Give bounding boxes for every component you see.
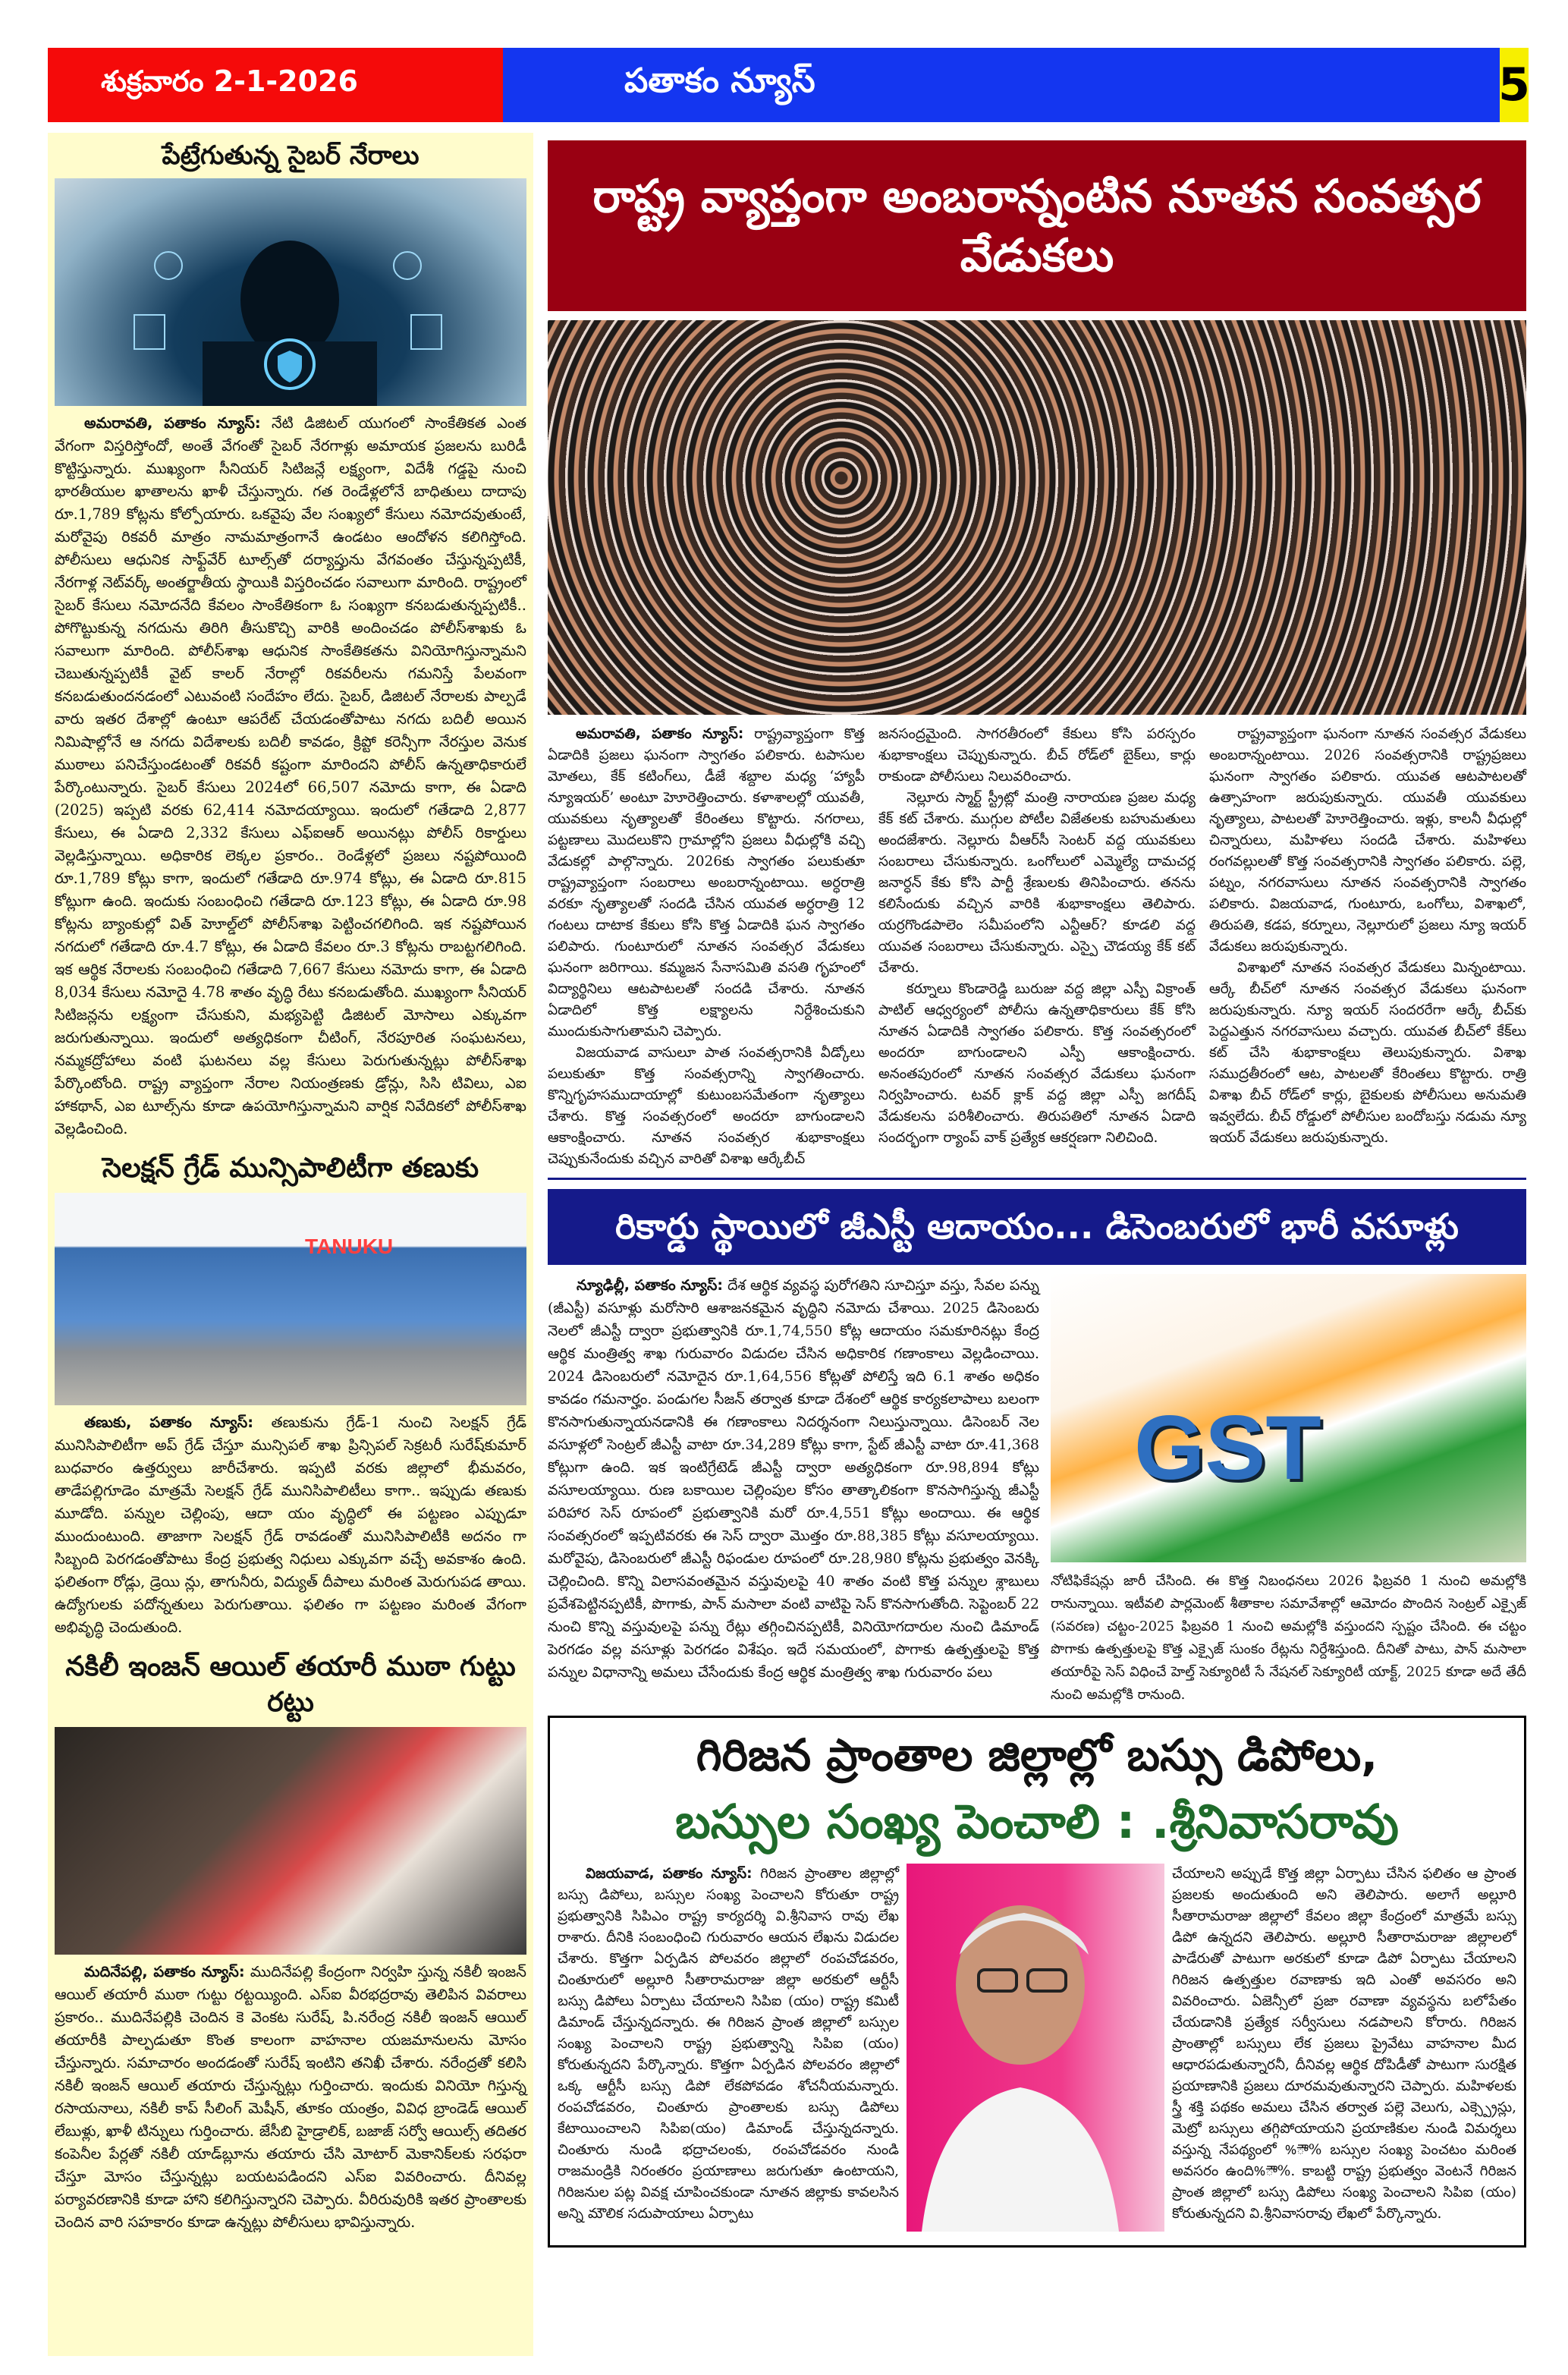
oil-text: ముదినేపల్లి కేంద్రంగా నిర్వహి స్తున్న నకిలీ ఇంజన్ ఆయిల్ తయారీ ముఠా గుట్టు రట్టయ్యింది. ఎస్ఐ వీరభద్రరావు తెలిపిన వివరాలు ప్రకారం.. ముదినేపల్లికి చెందిన కె వెంకట సురేష్, పి.నరేంద్ర నకిలీ ఇంజన్ ఆయిల్ తయారీకి పాల్పడుతూ కొంత కాలంగా వాహనాల యజమానులను మోసం చేస్తున్నారు. సమాచారం అందడంతో సురేష్ ఇంటిని తనిఖీ చేశారు. నరేంద్రతో కలిసి నకిలీ ఇంజన్ ఆయిల్ తయారు చేస్తున్నట్లు గుర్తించారు. ఇందుకు వినియో గిస్తున్న రసాయనాలు, నకిలీ కాప్ సీలింగ్ మెషీన్, తూకం యంత్రం, వివిధ బ్రాండెడ్ ఆయిల్ లేబుళ్లు, ఖాళీ టిన్నులు గుర్తించారు. జేసీబి హైడ్రాలిక్, బజాజ్ సర్వో ఆయిల్స్ తదితర కంపెనీల పేర్లతో నకిలీ యాడ్‌బ్లూను తయారు చేసి మోటార్ మెకానిక్‌లకు సరఫరా చేస్తూ మోసం చేస్తున్నట్లు బయటపడిందని ఎస్ఐ వివరించారు. దీనివల్ల పర్యావరణానికి కూడా హాని కలిగిస్తున్నారని చెప్పారు. వీరిరువురికి ఇతర ప్రాంతాలకు చెందిన వారి సహకారం కూడా ఉన్నట్లు పోలీసులు భావిస్తున్నారు. [55, 1962, 526, 2231]
gst-text-right: నోటిఫికేషన్లు జారీ చేసింది. ఈ కొత్త నిబంధనలు 2026 ఫిబ్రవరి 1 నుంచి అమల్లోకి రానున్నాయి. ఇటీవలి పార్లమెంట్ శీతాకాల సమావేశాల్లో ఆమోదం పొందిన సెంట్రల్ ఎక్సైజ్ (సవరణ) చట్టం-2025 ఫిబ్రవరి 1 నుంచి అమల్లోకి వస్తుందని స్పష్టం చేసింది. ఈ చట్టం పొగాకు ఉత్పత్తులపై కొత్త ఎక్సైజ్ సుంకం రేట్లను నిర్దేశిస్తుంది. దీనితో పాటు, పాన్ మసాలా తయారీపై సెస్ విధించే హెల్త్ సెక్యూరిటీ సే నేషనల్ సెక్యూరిటీ యాక్ట్, 2025 కూడా అదే తేదీ నుంచి అమల్లోకి రానుంది. [1051, 1573, 1526, 1703]
gst-right-cell [1051, 1274, 1526, 1707]
bus-text-left: గిరిజన ప్రాంతాల జిల్లాల్లో బస్సు డిపోలు, బస్సుల సంఖ్య పెంచాలని కోరుతూ రాష్ట్ర ప్రభుత్వానికి సిపిఎం రాష్ట్ర కార్యదర్శి వి.శ్రీనివాస రావు లేఖ రాశారు. దీనికి సంబంధించి గురువారం ఆయన లేఖను విడుదల చేశారు. కొత్తగా ఏర్పడిన పోలవరం జిల్లాలో రంపచోడవరం, చింతూరులో అల్లూరి సీతారామరాజు జిల్లా అరకులో ఆర్టీసీ బస్సు డిపోలు ఏర్పాటు చేయాలని సిపిఐ (యం) రాష్ట్ర కమిటీ డిమాండ్ చేస్తున్నదన్నారు. ఈ గిరిజన ప్రాంత జిల్లాలో బస్సుల సంఖ్య పెంచాలని రాష్ట్ర ప్రభుత్వాన్ని సిపిఐ (యం) కోరుతున్నదని పేర్కొన్నారు. కొత్తగా ఏర్పడిన పోలవరం జిల్లాలో ఒక్క ఆర్టీసీ బస్సు డిపో లేకపోవడం శోచనీయమన్నారు. రంపచోడవరం, చింతూరు ప్రాంతాలకు బస్సు డిపోలు కేటాయించాలని సిపిఐ(యం) డిమాండ్ చేస్తున్నదన్నారు. చింతూరు నుండి భద్రాచలంకు, రంపచోడవరం నుండి రాజమండ్రికి నిరంతరం ప్రయాణాలు జరుగుతూ ఉంటాయని, గిరిజనుల పట్ల వివక్ష చూపించకుండా నూతన జిల్లాకు కావలసిన అన్ని మౌలిక సదుపాయాలు ఏర్పాటు [558, 1865, 899, 2222]
tanuku-dateline: తణుకు, పతాకం న్యూస్: [84, 1413, 253, 1431]
oil-dateline: మదినేపల్లి, పతాకం న్యూస్: [84, 1962, 245, 1980]
hacker-illustration [55, 178, 525, 406]
gst-text-left: దేశ ఆర్థిక వ్యవస్థ పురోగతిని సూచిస్తూ వస్తు, సేవల పన్ను (జీఎస్టీ) వసూళ్లు మరోసారి ఆశాజనకమైన వృద్ధిని నమోదు చేశాయి. 2025 డిసెంబరు నెలలో జీఎస్టీ ద్వారా ప్రభుత్వానికి రూ.1,74,550 కోట్ల ఆదాయం సమకూరినట్లు కేంద్ర ఆర్థిక మంత్రిత్వ శాఖ గురువారం విడుదల చేసిన అధికారిక గణాంకాలు వెల్లడించాయి. 2024 డిసెంబరులో నమోదైన రూ.1,64,556 కోట్లతో పోలిస్తే ఇది 6.1 శాతం అధికం కావడం గమనార్హం. పండుగల సీజన్ తర్వాత కూడా దేశంలో ఆర్థిక కార్యకలాపాలు బలంగా కొనసాగుతున్నాయనడానికి ఈ గణాంకాలు నిదర్శనంగా నిలుస్తున్నాయి. డిసెంబర్ నెల వసూళ్లలో సెంట్రల్ జీఎస్టీ వాటా రూ.34,289 కోట్లు కాగా, స్టేట్ జీఎస్టీ వాటా రూ.41,368 కోట్లుగా ఉంది. ఇక ఇంటిగ్రేటెడ్ జీఎస్టీ ద్వారా అత్యధికంగా రూ.98,894 కోట్లు వసూలయ్యాయి. రుణ బకాయిల చెల్లింపుల కోసం తాత్కాలికంగా కొనసాగిస్తున్న జీఎస్టీ పరిహార సెస్ రూపంలో ప్రభుత్వానికి మరో రూ.4,551 కోట్లు అందాయి. ఈ ఆర్థిక సంవత్సరంలో ఇప్పటివరకు ఈ సెస్ ద్వారా మొత్తం రూ.88,385 కోట్లు వసూలయ్యాయి. మరోవైపు, డిసెంబరులో జీఎస్టీ రిఫండుల రూపంలో రూ.28,980 కోట్లను ప్రభుత్వం వెనక్కి చెల్లించింది. కొన్ని విలాసవంతమైన వస్తువులపై 40 శాతం వంటి కొత్త పన్నుల శ్లాబులు ప్రవేశపెట్టినప్పటికీ, పొగాకు, పాన్ మసాలా వంటి వాటిపై సెస్ కొనసాగుతోంది. సెప్టెంబర్ 22 నుంచి కొన్ని వస్తువులపై పన్ను రేట్లు తగ్గించినప్పటికీ, వినియోగదారుల నుంచి డిమాండ్ పెరగడం వల్ల వసూళ్లు పెరగడం విశేషం. ఇదే సమయంలో, పొగాకు ఉత్పత్తులపై కొత్త పన్నుల విధానాన్ని అమలు చేసేందుకు కేంద్ర ఆర్థిక మంత్రిత్వ శాఖ గురువారం పలు [548, 1277, 1039, 1681]
page-header [48, 48, 1529, 122]
paper-name: పతాకం న్యూస్ [624, 61, 815, 100]
tanuku-headline: సెలక్షన్ గ్రేడ్ మున్సిపాలిటీగా తణుకు [102, 1153, 479, 1184]
newyear-headline: రాష్ట్ర వ్యాప్తంగా అంబరాన్నంటిన నూతన సంవత్సర వేడుకలు [592, 169, 1482, 282]
cyber-dateline: అమరావతి, పతాకం న్యూస్: [84, 414, 261, 433]
gst-dateline: న్యూఢిల్లీ, పతాకం న్యూస్: [577, 1277, 723, 1294]
bus-article-body [558, 1864, 1516, 2232]
gst-illustration-image [1051, 1274, 1526, 1562]
newyear-paragraph: రాష్ట్రవ్యాప్తంగా ఘనంగా నూతన సంవత్సర వేడుకలు అంబరాన్నంటాయి. 2026 సంవత్సరానికి రాష్ట్రప్రజలు ఘనంగా స్వాగతం పలికారు. యువత ఆటపాటలతో ఉత్సాహంగా జరుపుకున్నారు. యువతీ యువకులు నృత్యాలు, పాటలతో హెూరెత్తించారు. ఇళ్లు, కాలనీ వీధుల్లో చిన్నారులు, మహిళలు సందడి చేశారు. మహిళలు రంగవల్లులతో కొత్త సంవత్సరానికి స్వాగతం పలికారు. పల్లె, పట్నం, నగరవాసులు నూతన సంవత్సరానికి స్వాగతం పలికారు. విజయవాడ, గుంటూరు, ఒంగోలు, విశాఖలో, తిరుపతి, కడప, కర్నూలు, నెల్లూరులో ప్రజలు న్యూ ఇయర్ వేడుకలు జరుపుకున్నారు. [1209, 726, 1526, 955]
gst-article [548, 1274, 1526, 1707]
newyear-column-3 [1209, 724, 1526, 1170]
person-silhouette [907, 1864, 1164, 2232]
newyear-celebration-crowd-photo [548, 320, 1526, 715]
fake-oil-seized-items-image [55, 1727, 526, 1955]
gst-article-right [1051, 1570, 1526, 1707]
masthead [503, 48, 1500, 122]
newyear-paragraph: కర్నూలు కొండారెడ్డి బురుజు వద్ద జిల్లా ఎస్పీ విక్రాంత్ పాటిల్ ఆధ్వర్యంలో పోలీసు ఉన్నతాధికారులు కేక్ కోసి నూతన ఏడాదికి స్వాగతం పలికారు. కొత్త సంవత్సరంలో అందరూ బాగుండాలని ఎస్పీ ఆకాంక్షించారు. అనంతపురంలో నూతన సంవత్సర వేడుకలు ఘనంగా నిర్వహించారు. టవర్ క్లాక్ వద్ద జిల్లా ఎస్పీ జగదీష్ వేడుకలను పరిశీలించారు. తిరుపతిలో నూతన ఏడాది సందర్భంగా ర్యాంప్ వాక్ ప్రత్యేక ఆకర్షణగా నిలిచింది. [878, 981, 1196, 1146]
cyber-hacker-image [55, 178, 526, 406]
tanuku-article-body [55, 1411, 526, 1639]
newyear-column-1 [548, 724, 865, 1170]
right-column [548, 140, 1526, 2248]
left-column [48, 133, 533, 2356]
gst-headline-banner [548, 1189, 1526, 1265]
newyear-paragraph: రాష్ట్రవ్యాప్తంగా కొత్త ఏడాదికి ప్రజలు ఘనంగా స్వాగతం పలికారు. టపాసుల మోతలు, కేక్ కటింగ్‌లు, డీజే శబ్దాల మధ్య ‘హ్యాపీ న్యూఇయర్’ అంటూ హెూరెత్తించారు. కళాశాలల్లో యువతీ, యువకులు నృత్యాలతో కేరింతలు కొట్టారు. నగరాలు, పట్టణాలు మొదలుకొని గ్రామాల్లోని ప్రజలు వీధుల్లోకి వచ్చి వేడుకల్లో పాల్గొన్నారు. 2026కు స్వాగతం పలుకుతూ రాష్ట్రవ్యాప్తంగా సంబరాలు అంబరాన్నంటాయి. అర్ధరాత్రి వరకూ నృత్యాలతో సందడి చేసిన యువత అర్ధరాత్రి 12 గంటలు దాటాక కేకులు కోసి కొత్త ఏడాదికి ఘన స్వాగతం పలిపారు. గుంటూరులో నూతన సంవత్సర వేడుకలు ఘనంగా జరిగాయి. కమ్మజన సేనాసమితి వసతి గృహంలో విద్యార్థినిలు ఆటపాటలతో సందడి చేశారు. నూతన ఏడాదిలో కొత్త లక్ష్యాలను నిర్దేశించుకుని ముందుకుసాగుతామని చెప్పారు. [548, 726, 865, 1040]
cyber-headline: పేట్రేగుతున్న సైబర్ నేరాలు [162, 140, 419, 171]
tanuku-text: తణుకును గ్రేడ్-1 నుంచి సెలక్షన్ గ్రేడ్ మునిసిపాలిటీగా అప్ గ్రేడ్ చేస్తూ మున్సిపల్ శాఖ ప్రిన్సిపల్ సెక్రటరీ సురేష్‌కుమార్ బుధవారం ఉత్తర్వులు జారీచేశారు. ఇప్పటి వరకు జిల్లాలో భీమవరం, తాడేపల్లిగూడెం మాత్రమే సెలక్షన్ గ్రేడ్ మునిసిపాలిటీలు కాగా.. ఇప్పుడు తణుకు మూడోది. పన్నుల చెల్లింపు, ఆదా యం వృద్ధిలో ఈ పట్టణం ఎప్పుడూ ముందుంటుంది. తాజాగా సెలక్షన్ గ్రేడ్ రావడంతో మునిసిపాలిటీకి అదనం గా సిబ్బంది పెరగడంతోపాటు కేంద్ర ప్రభుత్వ నిధులు ఎక్కువగా వచ్చే అవకాశం ఉంది. ఫలితంగా రోడ్లు, డ్రెయి న్లు, తాగునీరు, విద్యుత్ దీపాలు మరింత మెరుగుపడ తాయి. ఉద్యోగులకు పదోన్నతులు పెరుగుతాయి. ఫలితం గా పట్టణం మరింత వేగంగా అభివృద్ధి చెందుతుంది. [55, 1413, 526, 1636]
newyear-article [548, 724, 1526, 1180]
gst-logo-text: GST [1134, 1397, 1321, 1499]
newyear-dateline: అమరావతి, పతాకం న్యూస్: [576, 726, 744, 742]
newyear-paragraph: విశాఖలో నూతన సంవత్సర వేడుకలు మిన్నంటాయి. ఆర్కే బీచ్‌లో నూతన సంవత్సర వేడుకలు ఘనంగా జరుపుకున్నారు. న్యూ ఇయర్ సందరరేగా ఆర్కే బీచ్‌కు పెద్దఎత్తున నగరవాసులు వచ్చారు. యువత బీచ్‌లో కేక్‌లు కట్ చేసి శుభాకాంక్షలు తెలుపుకున్నారు. విశాఖ సముద్రతీరంలో ఆట, పాటలతో కేరింతలు కొట్టారు. రాత్రి విశాఖ బీచ్ రోడ్‌లో కార్లు, బైకులకు పోలీసులు అనుమతి ఇవ్వలేదు. బీచ్ రోడ్డులో పోలీసుల బందోబస్తు నడుమ న్యూ ఇయర్ వేడుకలు జరుపుకున్నారు. [1209, 960, 1526, 1146]
building-sign: TANUKU [305, 1234, 394, 1258]
newyear-paragraph: నెల్లూరు స్మార్ట్ స్ట్రీట్లో మంత్రి నారాయణ ప్రజల మధ్య కేక్ కట్ చేశారు. ముగ్గుల పోటీల విజేతలకు బహుమతులు అందజేశారు. నెల్లూరు వీఆర్‌సీ సెంటర్ వద్ద యువకులు సంబరాలు చేసుకున్నారు. ఒంగోలులో ఎమ్మెల్యే దామచర్ల జనార్ధన్ కేకు కోసి పార్టీ శ్రేణులకు తినిపించారు. తనను కలిసేందుకు వచ్చిన వారికి శుభాకాంక్షలు తెలిపారు. యర్రగొండపాలెం సమీపంలోని ఎన్టీఆర్? కూడలి వద్ద యువత సంబరాలు చేసుకున్నారు. ఎస్పై చౌడయ్య కేక్ కట్ చేశారు. [878, 790, 1196, 976]
bus-text-right: చేయాలని అప్పుడే కొత్త జిల్లా ఏర్పాటు చేసిన ఫలితం ఆ ప్రాంత ప్రజలకు అందుతుంది అని తెలిపారు. అలాగే అల్లూరి సీతారామరాజు జిల్లాలో కేవలం జిల్లా కేంద్రంలో మాత్రమే బస్సు డిపో ఉన్నదని తెలిపారు. అల్లూరి సీతారామరాజు జిల్లాలలో పాడేరుతో పాటుగా అరకులో కూడా డిపో ఏర్పాటు చేయాలని గిరిజన ఉత్పత్తుల రవాణాకు ఇది ఎంతో అవసరం అని వివరించారు. ఏజెన్సీలో ప్రజా రవాణా వ్యవస్థను బలోపేతం చేయడానికి ప్రత్యేక సర్వీసులు నడపాలని కోరారు. గిరిజన ప్రాంతాల్లో బస్సులు లేక ప్రజలు ప్రైవేటు వాహనాల మీద ఆధారపడుతున్నారనీ, దీనివల్ల ఆర్థిక దోపిడీతో పాటుగా సురక్షిత ప్రయాణానికి ప్రజలు దూరమవుతున్నారని చెప్పారు. మహిళలకు స్త్రీ శక్తి పథకం అమలు చేసిన తర్వాత పల్లె వెలుగు, ఎక్స్ప్రెస్లు, మెట్రో బస్సులు తగ్గిపోయాయని ప్రయాణికుల నుండి విమర్శలు వస్తున్న నేపథ్యంలో %ౌా% బస్సుల సంఖ్య పెంచటం మరింత అవసరం ఉంది%ౌా%. కాబట్టి రాష్ట్ర ప్రభుత్వం వెంటనే గిరిజన ప్రాంత జిల్లాలో బస్సు డిపోలు సంఖ్య పెంచాలని సిపిఐ (యం) కోరుతున్నదని వి.శ్రీనివాసరావు లేఖలో పేర్కొన్నారు. [1172, 1865, 1516, 2222]
bus-article-right [1172, 1864, 1516, 2232]
oil-article-body [55, 1961, 526, 2234]
srinivasa-rao-portrait [907, 1864, 1164, 2232]
bus-headline-2: బస్సుల సంఖ్య పెంచాలి : .శ్రీనివాసరావు [675, 1794, 1399, 1850]
bus-article-left [558, 1864, 899, 2232]
gst-article-left [548, 1274, 1039, 1707]
page-number: 5 [1498, 58, 1530, 112]
cyber-text: నేటి డిజిటల్ యుగంలో సాంకేతికత ఎంత వేగంగా విస్తరిస్తోందో, అంతే వేగంతో సైబర్ నేరగాళ్లు అమాయక ప్రజలను బురిడీ కొట్టిస్తున్నారు. ముఖ్యంగా సీనియర్ సిటిజన్లే లక్ష్యంగా, విదేశీ గడ్డపై నుంచి భారతీయుల ఖాతాలను ఖాళీ చేస్తున్నారు. గత రెండేళ్లలోనే బాధితులు దాదాపు రూ.1,789 కోట్లను కోల్పోయారు. ఒకవైపు వేల సంఖ్యలో కేసులు నమోదవుతుంటే, మరోవైపు రికవరీ మాత్రం నామమాత్రంగానే ఉండటం ఆందోళన కలిగిస్తోంది. పోలీసులు ఆధునిక సాఫ్ట్‌వేర్ టూల్స్‌తో దర్యాప్తును వేగవంతం చేస్తున్నప్పటికీ, నేరగాళ్ల నెట్‌వర్క్ అంతర్జాతీయ స్థాయికి విస్తరించడం సవాలుగా మారింది. రాష్ట్రంలో సైబర్ కేసులు నమోదనేది కేవలం సాంకేతికంగా ఓ సంఖ్యగా కనబడుతున్నప్పటికీ.. పోగొట్టుకున్న నగదును తిరిగి తీసుకొచ్చి వారికి అందించడం పోలీస్‌శాఖకు ఓ సవాలుగా మారింది. పోలీస్‌శాఖ ఆధునిక సాంకేతికతను వినియోగిస్తున్నామని చెబుతున్నప్పటికీ వైట్ కాలర్ నేరాల్లో రికవరీలను గమనిస్తే పేలవంగా కనబడుతుందనడంలో ఎటువంటి సందేహం లేదు. సైబర్, డిజిటల్ నేరాలకు పాల్పడే వారు ఇతర దేశాల్లో ఉంటూ ఆపరేట్ చేయడంతోపాటు నగదు బదిలీ అయిన నిమిషాల్లోనే ఆ నగదు విదేశాలకు బదిలీ కావడం, క్రిప్టో కరెన్సీగా నేరస్తుల వెనుక ముఠాలు పనిచేస్తుండటంతో రికవరీ కష్టంగా మారిందని పోలీస్ ఉన్నతాధికారులే పేర్కొంటున్నారు. సైబర్ కేసులు 2024లో 66,507 నమోదు కాగా, ఈ ఏడాది (2025) ఇప్పటి వరకు 62,414 నమోదయ్యాయి. ఇందులో గతేడాది 2,877 కేసులు, ఈ ఏడాది 2,332 కేసులు ఎఫ్ఐఆర్ అయినట్లు పోలీస్ రికార్డులు వెల్లడిస్తున్నాయి. అధికారిక లెక్కల ప్రకారం.. రెండేళ్లలో ప్రజలు నష్టపోయింది రూ.1,789 కోట్లు కాగా, ఇందులో గతేడాది రూ.974 కోట్లు, ఈ ఏడాది రూ.815 కోట్లుగా ఉంది. ఇందుకు సంబంధించి గతేడాది రూ.123 కోట్లు, ఈ ఏడాది రూ.98 కోట్లను బ్యాంకుల్లో విత్ హెూల్డ్‌లో పోలీస్‌శాఖ పెట్టించగలిగింది. ఇక నష్టపోయిన నగదులో గతేడాది రూ.4.7 కోట్లు, ఈ ఏడాది కేవలం రూ.3 కోట్లను రాబట్టగలిగింది. ఇక ఆర్థిక నేరాలకు సంబంధించి గతేడాది 7,667 కేసులు నమోదు కాగా, ఈ ఏడాది 8,034 కేసులు నమోదై 4.78 శాతం వృద్ధి రేటు కనబడుతోంది. ముఖ్యంగా సీనియర్ సిటిజన్లను లక్ష్యంగా చేసుకుని, మభ్యపెట్టి డిజిటల్ మోసాలు ఎక్కువగా జరుగుతున్నాయి. ఇందులో అత్యధికంగా చీటింగ్, నేరపూరిత సంఘటనలు, నమ్మకద్రోహాలు వంటి ఘటనలు వల్ల కేసులు పెరుగుతున్నట్లు పోలీస్‌శాఖ పేర్కొంటోంది. రాష్ట్ర వ్యాప్తంగా నేరాల నియంత్రణకు డ్రోన్లు, సిసి టివిలు, ఎఐ హాకథాన్, ఎఐ టూల్స్‌ను కూడా ఉపయోగిస్తున్నామని వార్షిక నివేదికలో పోలీస్‌శాఖ వెల్లడించింది. [55, 414, 526, 1138]
newyear-paragraph: జనసంద్రమైంది. సాగరతీరంలో కేకులు కోసి పరస్పరం శుభాకాంక్షలు చెప్పుకున్నారు. బీచ్ రోడ్‌లో బైక్‌లు, కార్లు రాకుండా పోలీసులు నిలువరించారు. [878, 726, 1196, 785]
page-number-box [1500, 48, 1529, 122]
newyear-column-2 [878, 724, 1196, 1170]
tanuku-municipal-building-image [55, 1193, 526, 1405]
oil-headline: నకిలీ ఇంజన్ ఆయిల్ తయారీ ముఠా గుట్టు రట్టు [65, 1650, 516, 1718]
date-banner [48, 48, 503, 122]
bus-headline-1: గిరిజన ప్రాంతాల జిల్లాల్లో బస్సు డిపోలు, [696, 1729, 1378, 1781]
cyber-article-body [55, 412, 526, 1140]
newyear-paragraph: విజయవాడ వాసులూ పాత సంవత్సరానికి వీడ్కోలు పలుకుతూ కొత్త సంవత్సరాన్ని స్వాగతించారు. కొన్నిగృహసముదాయాల్లో కుటుంబసమేతంగా నృత్యాలు చేశారు. కొత్త సంవత్సరంలో అందరూ బాగుండాలని ఆకాంక్షించారు. నూతన సంవత్సర శుభాకాంక్షలు చెప్పుకునేందుకు వచ్చిన వారితో విశాఖ ఆర్కేబీచ్ [548, 1045, 865, 1167]
gst-headline: రికార్డు స్థాయిలో జీఎస్టీ ఆదాయం... డిసెంబరులో భారీ వసూళ్లు [615, 1206, 1459, 1247]
bus-dateline: విజయవాడ, పతాకం న్యూస్: [586, 1865, 753, 1882]
bus-article-box [548, 1716, 1526, 2248]
issue-date: శుక్రవారం 2-1-2026 [101, 64, 358, 98]
newyear-headline-banner [548, 140, 1526, 311]
